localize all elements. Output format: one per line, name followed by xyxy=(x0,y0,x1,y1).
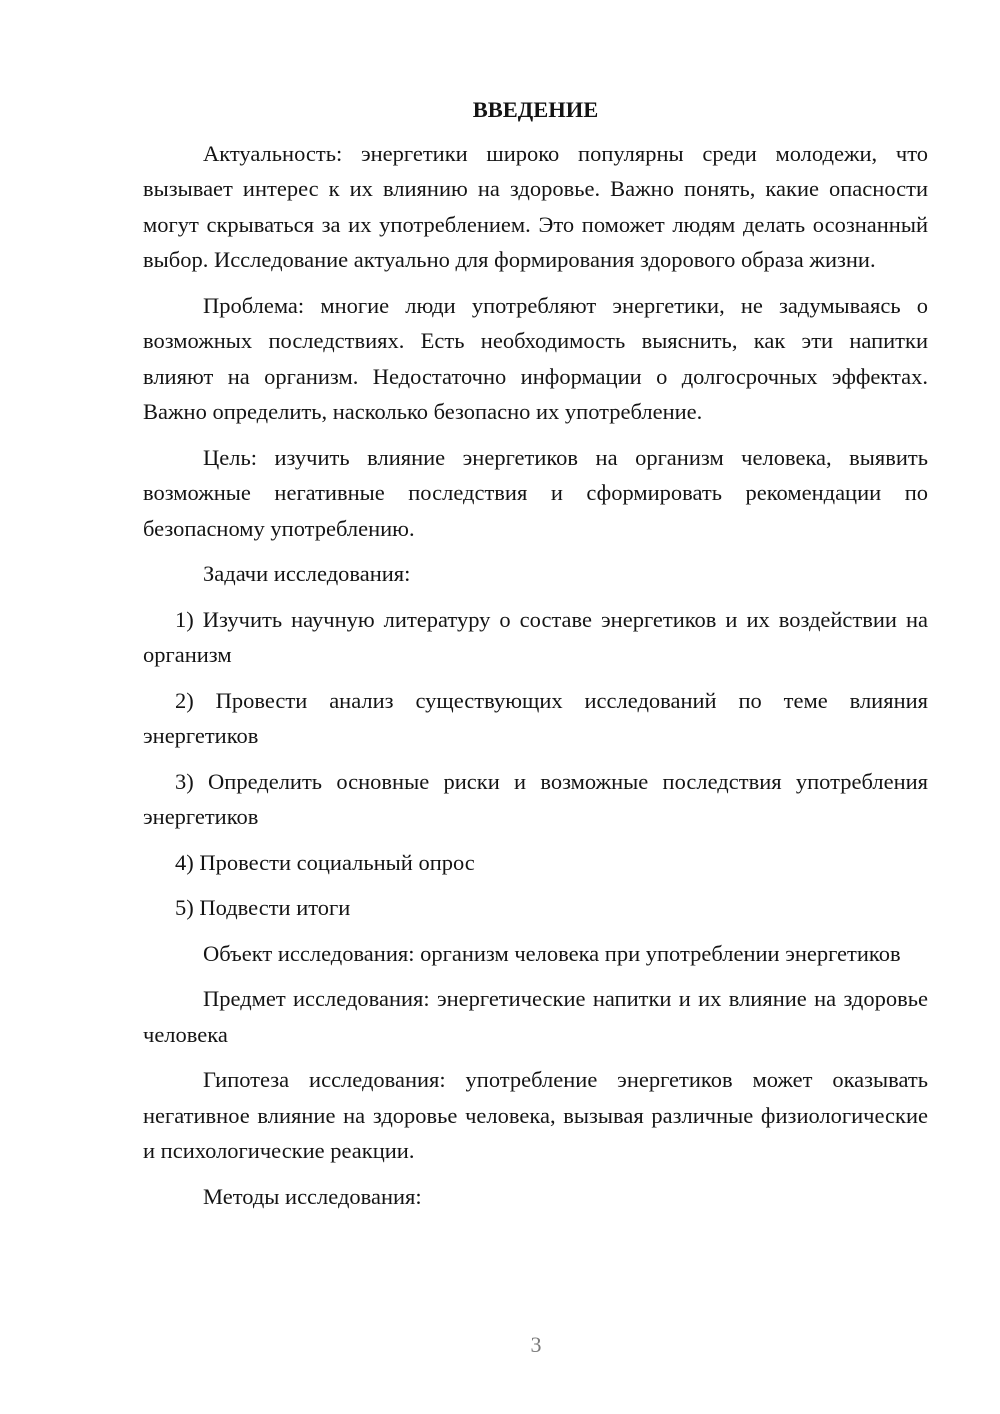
hypothesis-paragraph: Гипотеза исследования: употребление энергетиков может оказывать негативное влияние на здоровье человека, вызывая различные физиологические и психологические реакции. xyxy=(143,1067,928,1163)
task-item: 5) Подвести итоги xyxy=(175,895,351,920)
problem-paragraph: Проблема: многие люди употребляют энергетики, не задумываясь о возможных последствиях. Есть необходимость выяснить, как эти напитки влияют на организм. Недостаточно информации о долгосрочных эффектах. Важно определить, насколько безопасно их употребление. xyxy=(143,292,928,424)
page-content xyxy=(143,92,928,1224)
subject-paragraph: Предмет исследования: энергетические напитки и их влияние на здоровье человека xyxy=(143,986,928,1047)
task-item: 3) Определить основные риски и возможные последствия употребления энергетиков xyxy=(143,768,928,829)
relevance-paragraph: Актуальность: энергетики широко популярны среди молодежи, что вызывает интерес к их влиянию на здоровье. Важно понять, какие опасности могут скрываться за их употреблением. Это поможет людям делать осознанный выбор. Исследование актуально для формирования здорового образа жизни. xyxy=(143,140,928,272)
tasks-heading: Задачи исследования: xyxy=(203,561,411,586)
goal-paragraph: Цель: изучить влияние энергетиков на организм человека, выявить возможные негативные последствия и сформировать рекомендации по безопасному употреблению. xyxy=(143,444,928,541)
task-item: 1) Изучить научную литературу о составе энергетиков и их воздействии на организм xyxy=(143,606,928,667)
page-number: 3 xyxy=(530,1332,542,1357)
task-item: 2) Провести анализ существующих исследований по теме влияния энергетиков xyxy=(143,687,928,748)
object-paragraph: Объект исследования: организм человека при употреблении энергетиков xyxy=(203,940,901,966)
task-item: 4) Провести социальный опрос xyxy=(175,849,475,875)
section-title: ВВЕДЕНИЕ xyxy=(472,97,599,122)
methods-heading: Методы исследования: xyxy=(203,1183,422,1209)
